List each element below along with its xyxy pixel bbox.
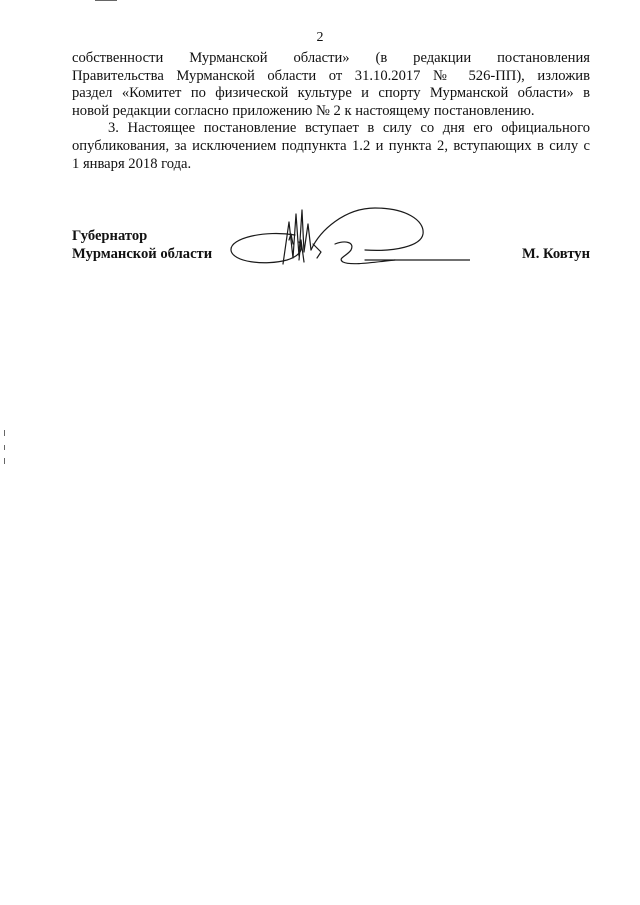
scan-mark-top xyxy=(95,0,117,1)
body-line-3: раздел «Комитет по физической культуре и спорту Мурманской области» в xyxy=(72,85,590,102)
body-line-1: собственности Мурманской области» (в редакции постановления xyxy=(72,50,590,66)
scan-mark-left-3 xyxy=(4,458,5,464)
scan-mark-left-2 xyxy=(4,445,5,450)
body-line-5: 3. Настоящее постановление вступает в силу со дня его официального xyxy=(108,120,590,137)
document-body xyxy=(72,50,590,173)
body-line-2: Правительства Мурманской области от 31.10.2017 № 526-ПП), изложив xyxy=(72,67,590,84)
signer-position xyxy=(72,227,212,263)
scan-mark-left-1 xyxy=(4,430,5,436)
signer-position-line-2: Мурманской области xyxy=(72,246,213,262)
body-line-4: новой редакции согласно приложению № 2 к настоящему постановлению. xyxy=(72,102,535,119)
body-line-7: 1 января 2018 года. xyxy=(72,155,192,172)
page-number: 2 xyxy=(316,30,324,45)
signer-position-line-1: Губернатор xyxy=(72,228,148,244)
handwritten-signature xyxy=(225,200,470,275)
signer-name: М. Ковтун xyxy=(521,246,590,262)
body-line-6: опубликования, за исключением подпункта 1.2 и пункта 2, вступающих в силу с xyxy=(72,137,590,154)
